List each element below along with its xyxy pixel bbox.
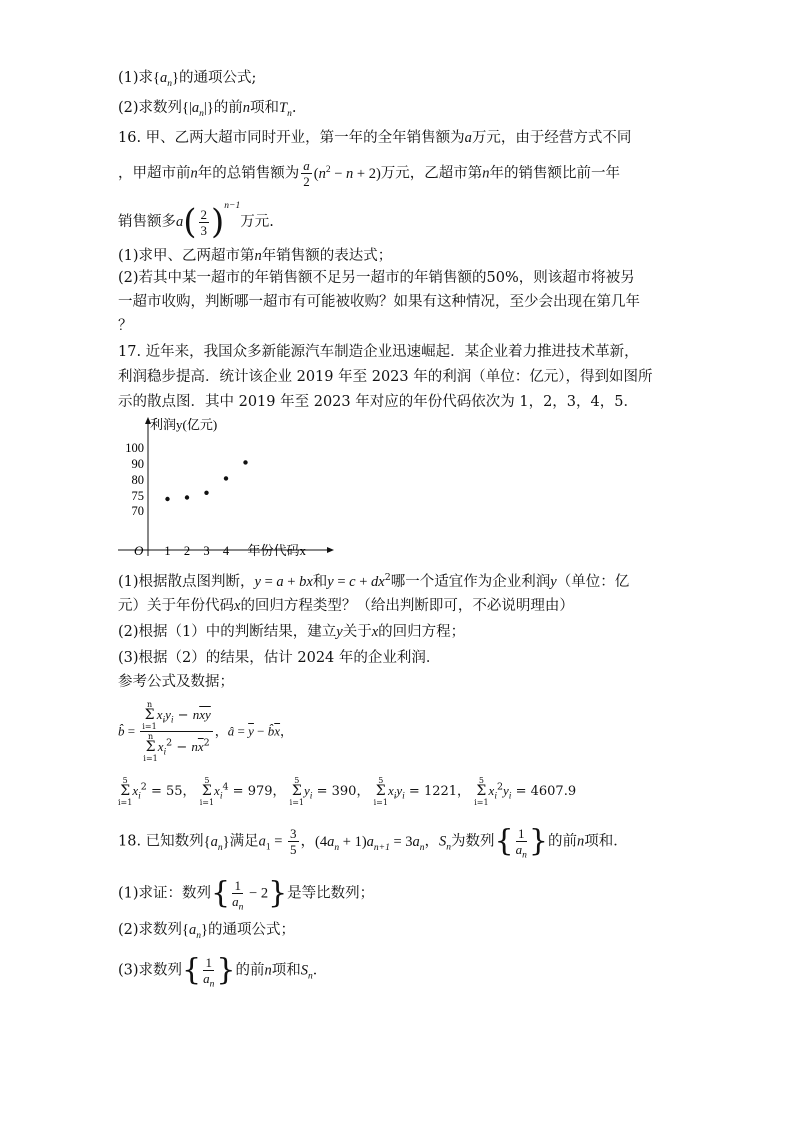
q16-part2-line2: 一超市收购，判断哪一超市有可能被收购？如果有这种情况，至少会出现在第几年 [118,294,640,310]
q17-part1-line1: (1)根据散点图判断，y = a + bx和$y = c + dx^2$哪一个适宜作为企业利润y（单位：亿 [118,572,630,590]
q17-part2: (2)根据（1）中的判断结果，建立y关于x的回归方程； [118,624,466,640]
q17-part3: (3)根据（2）的结果，估计 2024 年的企业利润． [118,650,441,666]
origin-label: O [134,543,144,558]
scatter-point [204,491,208,495]
y-axis-label: 利润y(亿元) [150,417,218,432]
x-tick-label: 4 [222,544,230,558]
x-axis-arrow [327,547,334,553]
q18-part2: (2)求数列$\{a_n\}$的通项公式； [118,922,295,941]
q18-stem: 18. 已知数列$\{a_n\}$满足$a_1$ = $\frac{3}{5}$ ，$(4a_n + 1)a_{n+1} = 3a_n$，$S_n$为数列{ $\frac{1}{a_n}$ }的前n项和． [118,823,628,861]
y-tick-label: 75 [131,489,144,503]
q18-part1: (1)求证：数列{ $\frac{1}{a_n}$ − 2}是等比数列； [118,875,375,913]
q18-part3: (3)求数列{ $\frac{1}{a_n}$ }的前n项和$S_n$． [118,952,328,990]
q16-stem-line1: 16. 甲、乙两大超市同时开业，第一年的全年销售额为a万元，由于经营方式不同 [118,130,632,146]
q16-part2-line1: (2)若其中某一超市的年销售额不足另一超市的年销售额的50%，则该超市将被另 [118,270,635,286]
q17-stem-line2: 利润稳步提高．统计该企业 2019 年至 2023 年的利润（单位：亿元），得到如图所 [118,369,653,385]
y-tick-label: 80 [131,473,144,487]
x-axis-label: 年份代码x [247,543,307,558]
q16-stem-line2: ，甲超市前n年的总销售额为 $\frac{a}{2}$ $(n^2 - n + 2)$万元，乙超市第n年的销售额比前一年 [118,158,621,189]
scatter-plot [118,415,338,565]
x-tick-label: 3 [203,544,210,558]
scatter-point [185,495,189,499]
q17-stem-line1: 17. 近年来，我国众多新能源汽车制造企业迅速崛起．某企业着力推进技术革新， [118,344,639,360]
x-tick-label: 2 [183,544,191,558]
q16-stem-line3: 销售额多a( $\frac{2}{3}$ )$^{n-1}$万元. [118,201,274,242]
q17-reference-heading: 参考公式及数据； [118,674,234,690]
scatter-point [165,497,169,501]
q16-part1: (1)求甲、乙两超市第n年销售额的表达式； [118,248,393,264]
q16-part2-line3: ？ [118,318,133,334]
q15-part2: (2)求数列$\{|a_n|\}$的前n项和$T_n$. [118,100,297,119]
y-tick-label: 90 [131,457,144,471]
q15-part1: (1)求$\{a_n\}$的通项公式; [118,70,257,89]
x-tick-label: 1 [164,544,171,558]
scatter-point [243,460,247,464]
y-tick-label: 100 [125,441,144,455]
reference-data: 5 Σ $i=1x_i^2 = 55$， 5 Σ $i=1x_i^4 = 979$， 5 Σ $i=1y_i = 390$， 5 Σ $i=1x_iy_i = 1221$， 5 Σ $i=1x_i^2y_i = 4607.9$ [118,776,577,807]
scatter-point [224,476,228,480]
regression-formula: b̂ = n Σ $i=1x_iy_i - n\overline{x}\overline{y}$ n Σ $i=1x_i^2 - n\overline{x}^2$ ，â = $\overline{y}$ − $b̂\overline{x}$， [118,700,294,763]
q17-part1-line2: 元）关于年份代码x的回归方程类型？（给出判断即可，不必说明理由） [118,598,574,614]
y-tick-label: 70 [131,504,144,518]
q17-stem-line3: 示的散点图．其中 2019 年至 2023 年对应的年份代码依次为 1，2，3，4，5． [118,394,638,410]
